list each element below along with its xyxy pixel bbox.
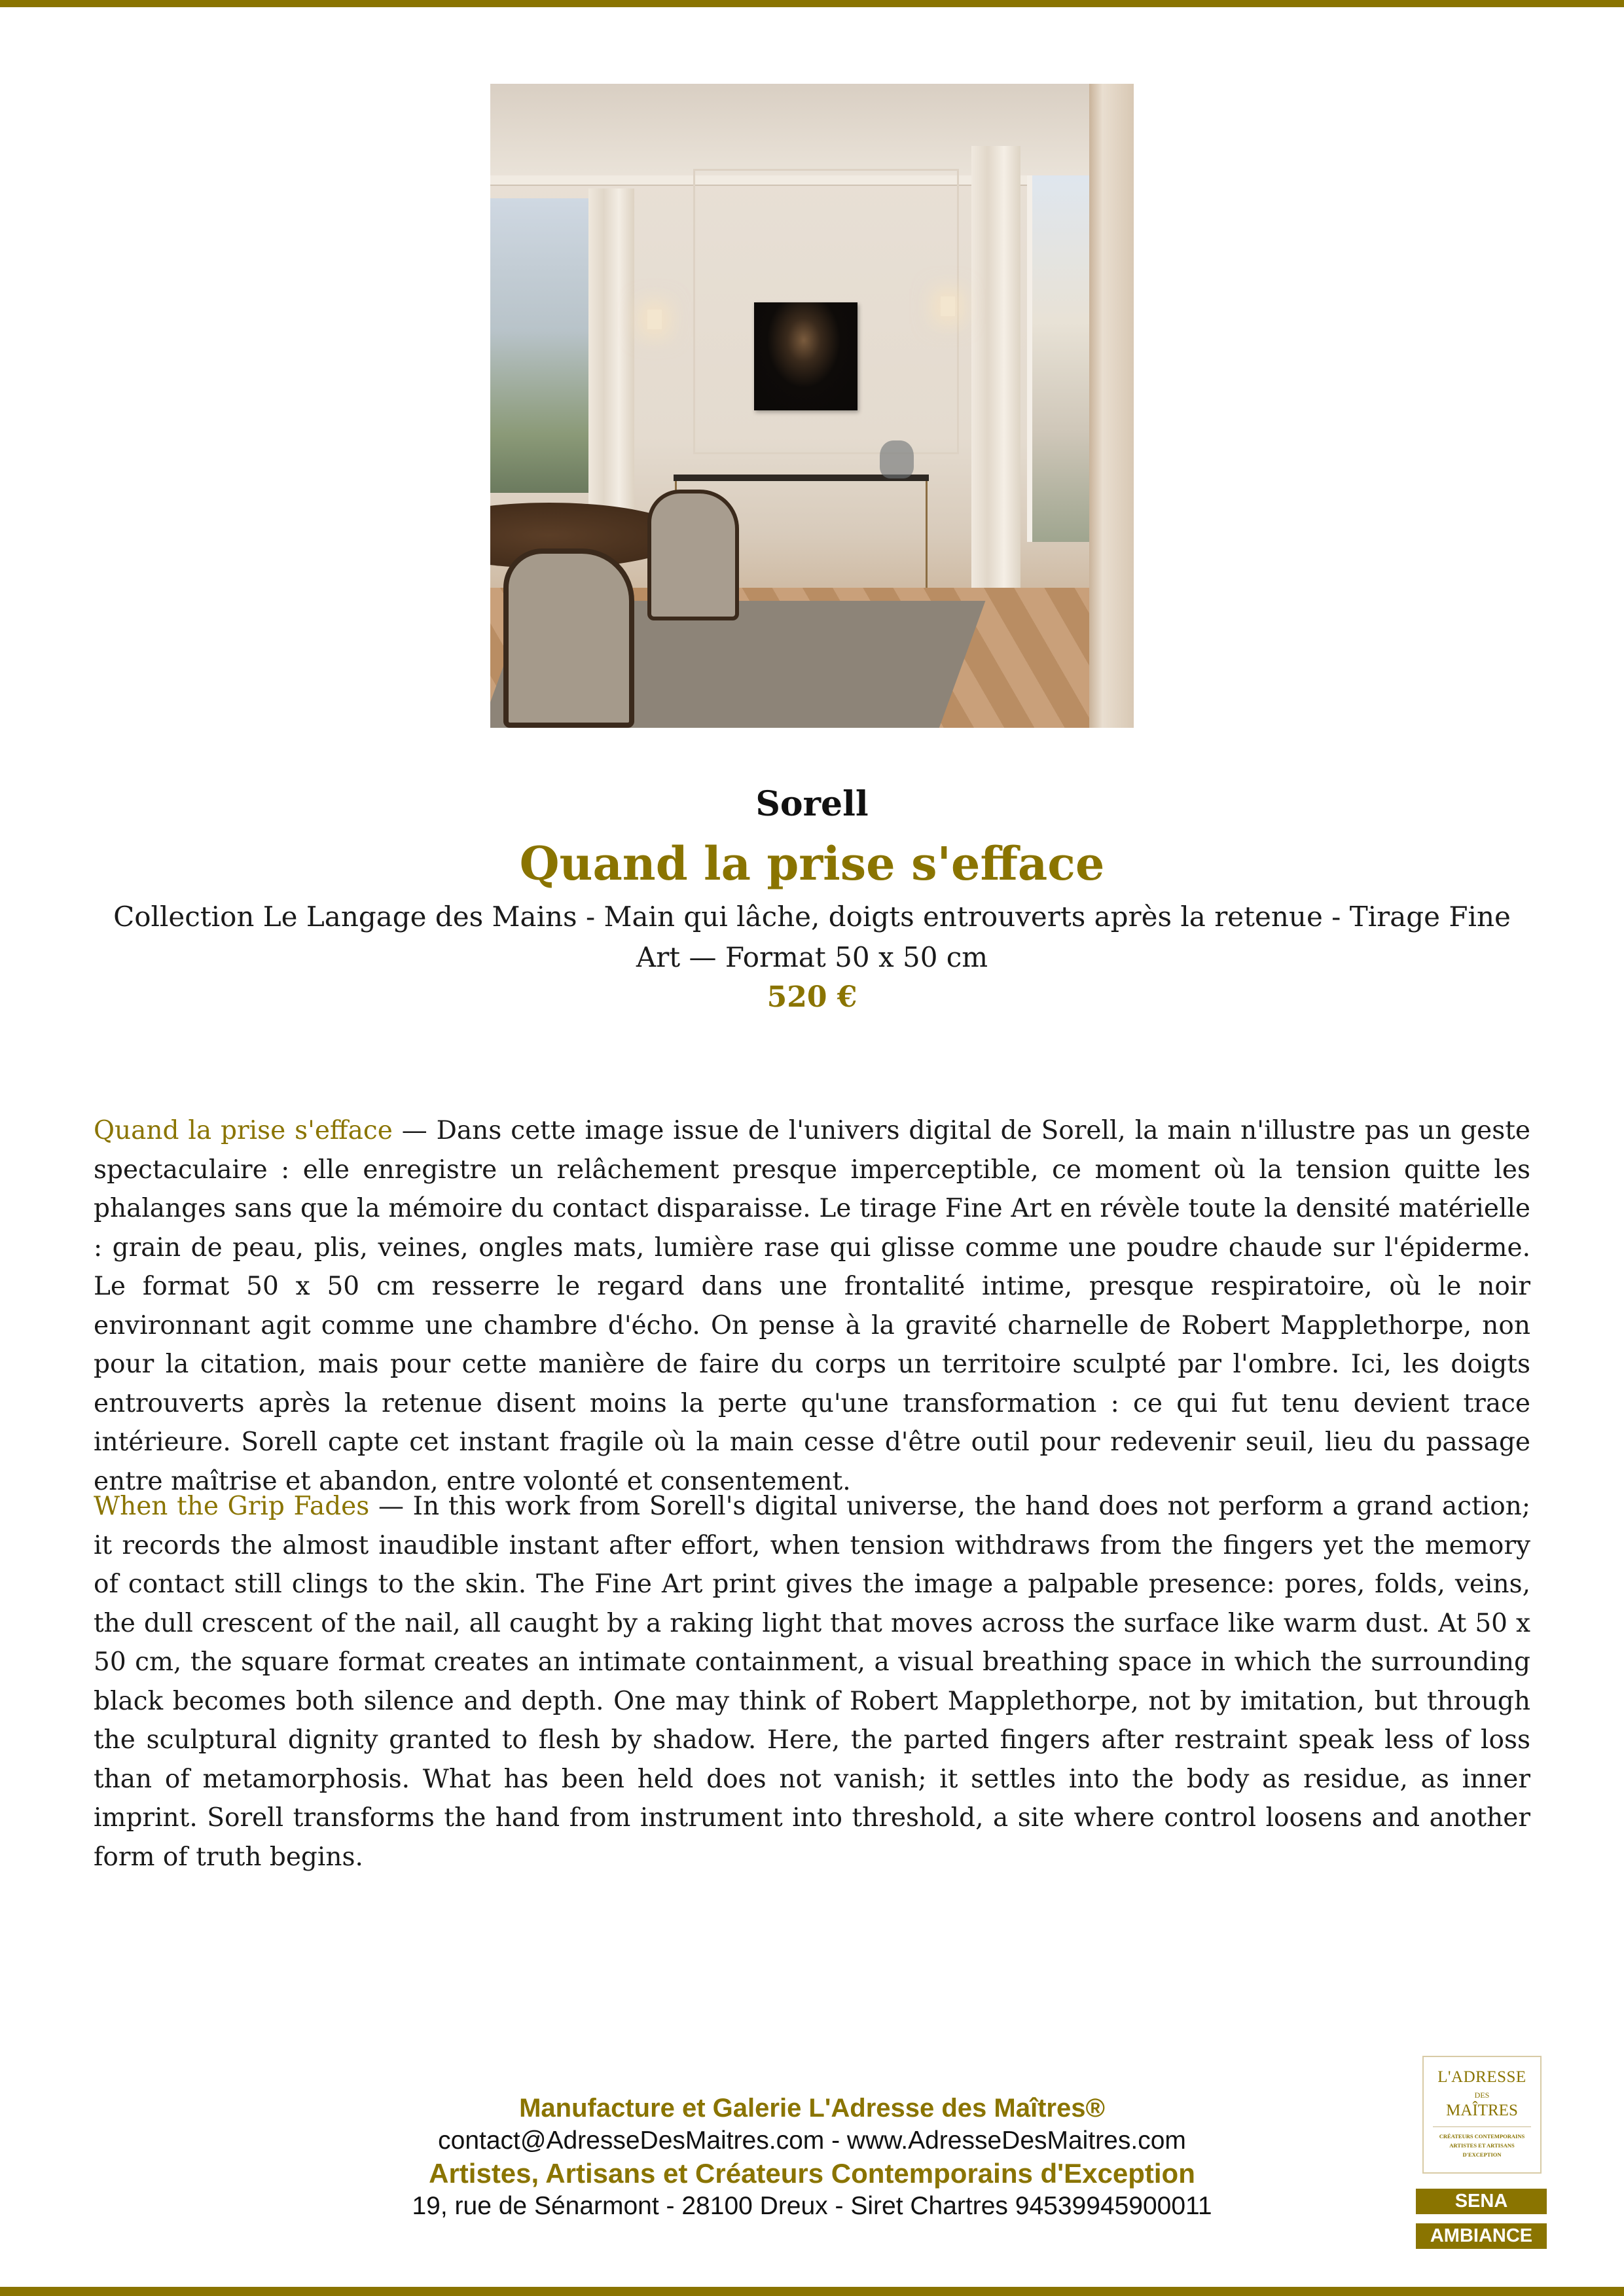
footer-company: Manufacture et Galerie L'Adresse des Maîtres®: [519, 2094, 1105, 2123]
description-english-body: — In this work from Sorell's digital universe, the hand does not perform a grand action; it records the almost inaudible instant after effort, when tension withdraws from the fingers yet the memory of contact still clings to the skin. The Fine Art print gives the image a palpable presence: pores, folds, veins, the dull crescent of the nail, all caught by a raking light that moves across the surface like warm dust. At 50 x 50 cm, the square format creates an intimate containment, a visual breathing space in which the surrounding black becomes both silence and depth. One may think of Robert Mapplethorpe, not by imitation, but through the sculptural dignity granted to flesh by shadow. Here, the parted fingers after restraint speak less of loss than of metamorphosis. What has been held does not vanish; it settles into the body as residue, as inner imprint. Sorell transforms the hand from instrument into threshold, a site where control loosens and another form of truth begins.: [94, 1492, 1530, 1872]
description-english: [94, 1487, 1530, 1876]
photo-window-right: [1027, 175, 1094, 542]
bottom-accent-rule: [0, 2287, 1624, 2296]
photo-sconce-right: [941, 296, 955, 316]
photo-door: [1089, 84, 1134, 728]
top-accent-rule: [0, 0, 1624, 7]
artwork-title: Quand la prise s'efface: [519, 836, 1105, 891]
artwork-price: 520 €: [767, 980, 857, 1014]
photo-chair-back: [647, 490, 739, 620]
photo-curtain-right: [971, 146, 1020, 598]
footer-contact: contact@AdresseDesMaitres.com - www.AdresseDesMaitres.com: [438, 2126, 1186, 2155]
description-french-lead: Quand la prise s'efface: [94, 1116, 393, 1145]
logo-tagline-2: ARTISTES ET ARTISANS: [1449, 2142, 1515, 2149]
footer-tagline: Artistes, Artisans et Créateurs Contemporains d'Exception: [429, 2158, 1195, 2189]
logo-line-adresse: L'ADRESSE: [1437, 2068, 1526, 2086]
footer: [0, 2092, 1624, 2223]
sena-badge: SENA: [1416, 2189, 1547, 2214]
photo-window-left: [490, 198, 595, 493]
logo-tagline-3: D'EXCEPTION: [1462, 2151, 1502, 2158]
photo-curtain-left: [588, 188, 634, 516]
ambiance-badge: AMBIANCE: [1416, 2223, 1547, 2249]
gallery-logo: [1422, 2056, 1542, 2174]
logo-line-des: DES: [1474, 2090, 1490, 2100]
photo-vase: [880, 440, 914, 478]
photo-sconce-left: [647, 310, 662, 329]
logo-line-maitres: MAÎTRES: [1446, 2102, 1518, 2119]
photo-chair-front: [503, 548, 634, 728]
description-english-lead: When the Grip Fades: [94, 1492, 370, 1521]
artist-name: Sorell: [755, 784, 869, 824]
logo-tagline-1: CRÉATEURS CONTEMPORAINS: [1439, 2133, 1525, 2140]
product-ambiance-photo: [490, 84, 1134, 728]
photo-hand-artwork: [754, 302, 857, 410]
logo-divider: [1433, 2126, 1531, 2127]
photo-ceiling: [490, 84, 1134, 182]
description-french-body: — Dans cette image issue de l'univers digital de Sorell, la main n'illustre pas un geste spectaculaire : elle enregistre un relâchement presque imperceptible, ce moment où la tension quitte les phalanges sans que la mémoire du contact disparaisse. Le tirage Fine Art en révèle toute la densité matérielle : grain de peau, plis, veines, ongles mats, lumière rase qui glisse comme une poudre chaude sur l'épiderme. Le format 50 x 50 cm resserre le regard dans une frontalité intime, presque respiratoire, où le noir environnant agit comme une chambre d'écho. On pense à la gravité charnelle de Robert Mapplethorpe, non pour la citation, mais pour cette manière de faire du corps un territoire sculpté par l'ombre. Ici, les doigts entrouverts après la retenue disent moins la perte qu'une transformation : ce qui fut tenu devient trace intérieure. Sorell capte cet instant fragile où la main cesse d'être outil pour redevenir seuil, lieu du passage entre maîtrise et abandon, entre volonté et consentement.: [94, 1116, 1531, 1496]
footer-address: 19, rue de Sénarmont - 28100 Dreux - Siret Chartres 94539945900011: [412, 2192, 1212, 2220]
description-french: [94, 1111, 1530, 1501]
artwork-subtitle: Collection Le Langage des Mains - Main qui lâche, doigts entrouverts après la retenue - Tirage Fine Art — Format 50 x 50 cm: [113, 901, 1511, 973]
